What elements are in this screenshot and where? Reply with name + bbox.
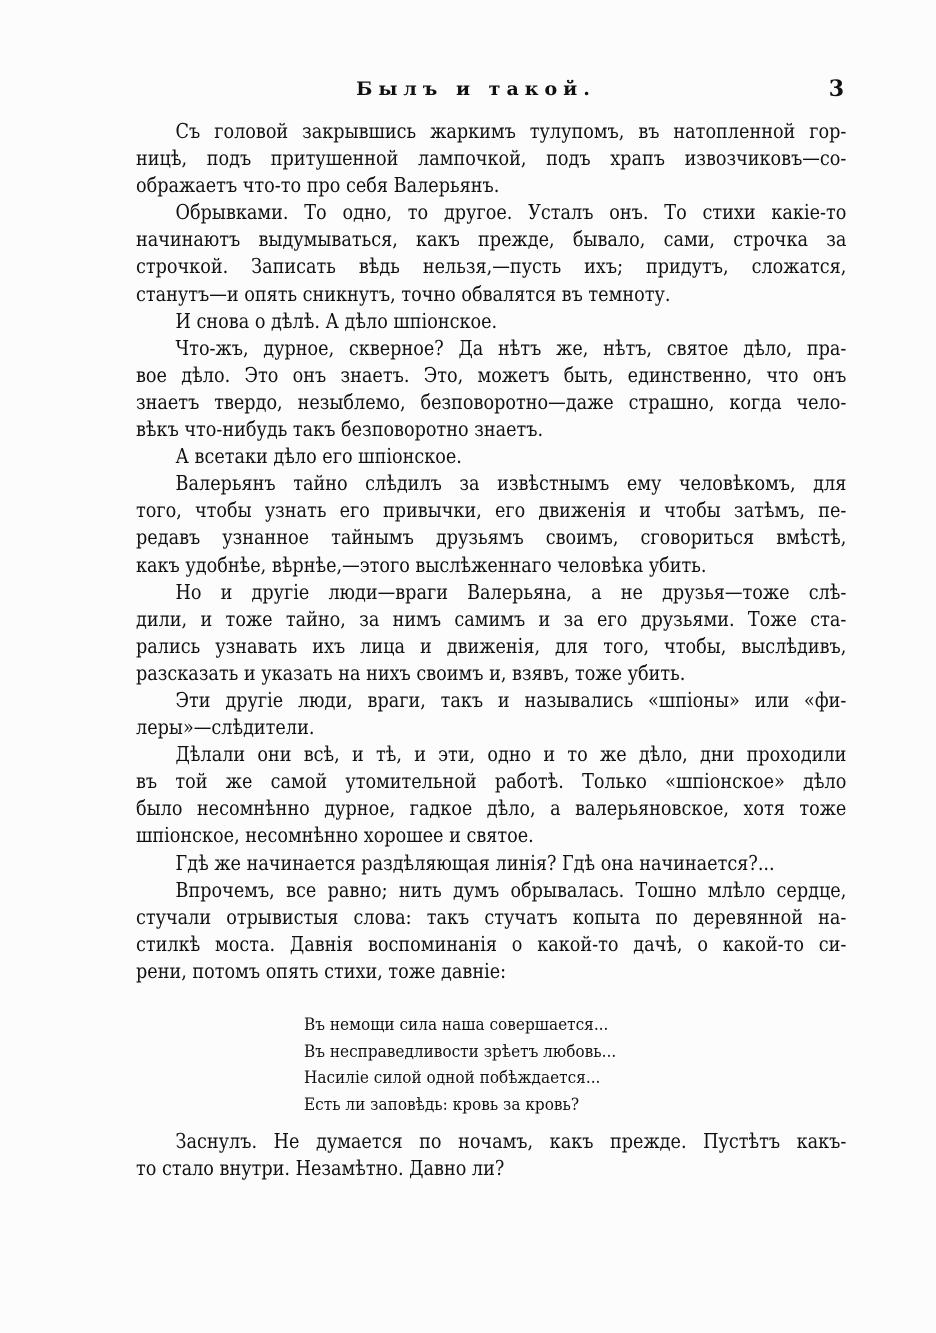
text-line: Но и другіе люди—враги Валерьяна, а не друзья—тоже слѣ- [175,579,847,604]
text-line: Эти другіе люди, враги, такъ и назывались «шпіоны» или «фи- [175,687,847,712]
text-line: И снова о дѣлѣ. А дѣло шпіонское. [175,308,498,333]
page-header [136,78,846,108]
text-line: начинаютъ выдумываться, какъ прежде, бывало, сами, строчка за [136,227,847,252]
text-line: было несомнѣнно дурное, гадкое дѣло, а валерьяновское, хотя тоже [136,796,847,821]
running-title: Былъ и такой. [356,78,596,100]
text-line: того, чтобы узнать его привычки, его движенія и чтобы затѣмъ, пе- [136,498,847,523]
text-line: А всетаки дѣло его шпіонское. [175,444,462,469]
text-line: то стало внутри. Незамѣтно. Давно ли? [136,1156,505,1181]
text-line: дили, и тоже тайно, за нимъ самимъ и за его друзьями. Тоже ста- [136,606,847,631]
text-line: стилкѣ моста. Давнія воспоминанія о какой-то дачѣ, о какой-то си- [136,931,847,956]
poem-verse [304,1012,724,1118]
verse-line: Насиліе силой одной побѣждается... [304,1068,601,1088]
verse-line: Въ несправедливости зрѣетъ любовь... [304,1041,617,1062]
body-text [136,118,846,985]
text-line: Что-жъ, дурное, скверное? Да нѣтъ же, нѣтъ, святое дѣло, пра- [175,335,847,360]
text-line: Впрочемъ, все равно; нить думъ обрывалась. Тошно млѣло сердце, [175,877,847,902]
text-line: шпіонское, несомнѣнно хорошее и святое. [136,823,534,848]
text-line: въ той же самой утомительной работѣ. Только «шпіонское» дѣло [136,769,847,794]
text-line: рались узнавать ихъ лица и движенія, для того, чтобы, выслѣдивъ, [136,633,847,658]
text-line: ображаетъ что-то про себя Валерьянъ. [136,173,500,198]
text-line: Заснулъ. Не думается по ночамъ, какъ прежде. Пустѣтъ какъ- [175,1129,847,1153]
text-line: вѣкъ что-нибудь такъ безповоротно знаетъ. [136,417,544,442]
verse-line: Есть ли заповѣдь: кровь за кровь? [304,1094,580,1115]
text-line: Валерьянъ тайно слѣдилъ за извѣстнымъ ему человѣкомъ, для [175,471,847,496]
page-number: 3 [828,76,844,102]
text-line: какъ удобнѣе, вѣрнѣе,—этого выслѣженнаго человѣка убить. [136,552,707,577]
text-line: разсказать и указать на нихъ своимъ и, взявъ, тоже убить. [136,660,686,685]
text-line: редавъ узнанное тайнымъ друзьямъ своимъ, сговориться вмѣстѣ, [136,525,847,550]
text-line: знаетъ твердо, незыблемо, безповоротно—даже страшно, когда чело- [136,389,847,414]
text-line: строчкой. Записать вѣдь нельзя,—пусть ихъ; придутъ, сложатся, [136,254,847,279]
text-line: Обрывками. То одно, то другое. Усталъ онъ. То стихи какіе-то [175,200,847,225]
text-line: ницѣ, подъ притушенной лампочкой, подъ храпъ извозчиковъ—со- [136,146,847,171]
text-line: леры»—слѣдители. [136,715,315,740]
text-line: станутъ—и опять сникнутъ, точно обвалятся въ темноту. [136,281,671,306]
closing-paragraph [136,1128,846,1182]
text-line: Съ головой закрывшись жаркимъ тулупомъ, въ натопленной гор- [175,119,847,143]
text-line: вое дѣло. Это онъ знаетъ. Это, можетъ быть, единственно, что онъ [136,362,847,387]
text-line: рени, потомъ опять стихи, тоже давніе: [136,958,507,983]
text-line: стучали отрывистыя слова: такъ стучатъ копыта по деревянной на- [136,904,847,929]
text-line: Дѣлали они всѣ, и тѣ, и эти, одно и то же дѣло, дни проходили [175,742,847,767]
text-line: Гдѣ же начинается раздѣляющая линія? Гдѣ она начинается?... [175,850,775,875]
verse-line: Въ немощи сила наша совершается... [304,1015,609,1035]
